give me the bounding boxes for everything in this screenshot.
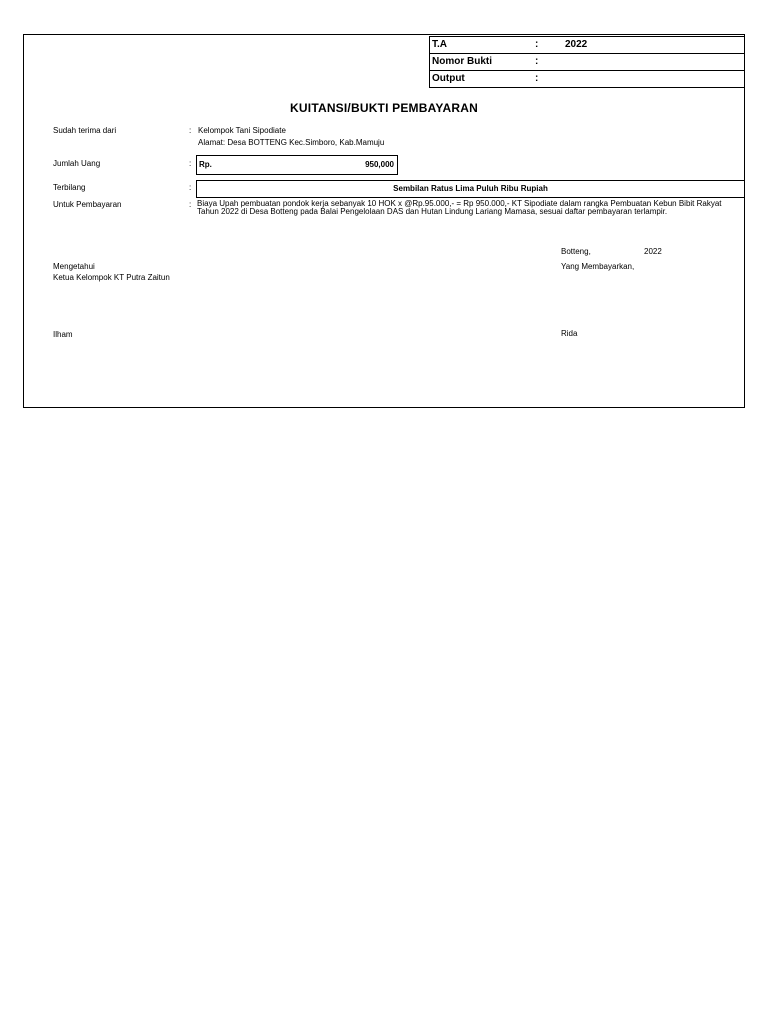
amount-colon: :: [189, 159, 192, 168]
received-from-address: Alamat: Desa BOTTENG Kec.Simboro, Kab.Mamuju: [198, 138, 385, 147]
received-from-name: Kelompok Tani Sipodiate: [198, 126, 286, 135]
right-signature-name: Rida: [561, 329, 578, 338]
header-row-ta: [430, 37, 745, 54]
header-colon: :: [535, 39, 539, 50]
header-value: 2022: [565, 39, 588, 50]
signature-year: 2022: [644, 247, 662, 256]
signature-place: Botteng,: [561, 247, 591, 256]
received-from-label: Sudah terima dari: [53, 126, 117, 135]
header-colon: :: [535, 73, 539, 84]
header-label: Output: [432, 73, 465, 84]
spelled-label: Terbilang: [53, 183, 86, 192]
spelled-text: Sembilan Ratus Lima Puluh Ribu Rupiah: [393, 184, 548, 193]
purpose-text: Biaya Upah pembuatan pondok kerja sebanyak 10 HOK x @Rp.95.000,- = Rp 950.000,- KT Sipodiate dalam rangka Pembuatan Kebun Bibit Rakyat Tahun 2022 di Desa Botteng pada Balai Pengelolaan DAS dan Hutan Lindung Lariang Mamasa, sesuai daftar pembayaran terlampir.: [197, 199, 722, 216]
received-from-colon: :: [189, 126, 192, 135]
header-cell-output: [430, 71, 745, 88]
left-signature-name: Ilham: [53, 330, 73, 339]
amount-box: [196, 155, 398, 175]
receipt-title: KUITANSI/BUKTI PEMBAYARAN: [290, 101, 478, 115]
amount-value: 950,000: [365, 160, 394, 169]
amount-label: Jumlah Uang: [53, 159, 101, 168]
spelled-colon: :: [189, 183, 192, 192]
header-row-output: [430, 71, 745, 88]
left-signature-title: Mengetahui: [53, 262, 95, 271]
amount-currency: Rp.: [199, 160, 212, 169]
header-label: T.A: [432, 39, 447, 50]
header-cell-nomor-bukti: [430, 54, 745, 71]
receipt-frame: [23, 34, 745, 408]
header-row-nomor-bukti: [430, 54, 745, 71]
purpose-label: Untuk Pembayaran: [53, 200, 122, 209]
header-table: [429, 36, 745, 88]
purpose-colon: :: [189, 200, 192, 209]
right-signature-role: Yang Membayarkan,: [561, 262, 635, 271]
spelled-box: [196, 180, 745, 198]
header-label: Nomor Bukti: [432, 56, 492, 67]
header-cell-ta: [430, 37, 745, 54]
header-colon: :: [535, 56, 539, 67]
left-signature-role: Ketua Kelompok KT Putra Zaitun: [53, 273, 170, 282]
